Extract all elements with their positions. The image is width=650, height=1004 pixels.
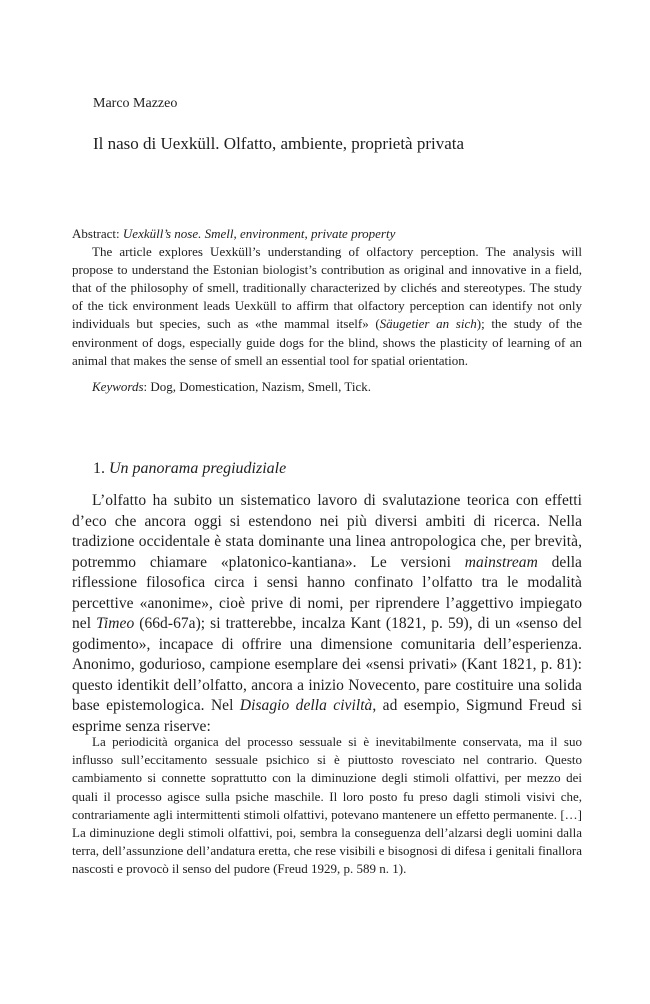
body-text-run: L’olfatto ha subito un sistematico lavoro di svalutazione teorica con effetti d’eco che ancora oggi si estendono nei più diversi ambiti di ricerca. Nella tradizione occidentale è stata dominante una linea antropologica che, per brevità, potremmo chiamare «platonico-kantiana». Le versioni xyxy=(72,492,582,571)
keywords-label: Keywords xyxy=(92,378,144,394)
abstract-label: Abstract: xyxy=(72,226,123,241)
block-quote xyxy=(72,733,582,879)
section-heading xyxy=(93,460,286,478)
abstract-heading xyxy=(72,225,582,243)
article-title: Il naso di Uexküll. Olfatto, ambiente, proprietà privata xyxy=(93,134,465,153)
body-text-run: (66d-67a); si tratterebbe, incalza Kant (1821, p. 59), di un «senso del godimento», incapace di offrire una dimensione comunitaria dell’esperienza. Anonimo, godurioso, campione esemplare dei «sensi privati» (Kant 1821, p. 81): questo identikit dell’olfatto, ancora a inizio Novecento, pare costituire una solida base epistemologica. Nel xyxy=(72,615,583,714)
abstract-text-italic: Säugetier an sich xyxy=(379,316,477,332)
body-text-run: , ad esempio, Sigmund Freud si esprime senza riserve: xyxy=(72,697,582,735)
abstract-text xyxy=(72,243,582,370)
body-paragraph xyxy=(72,491,582,737)
body-text-run: della riflessione filosofica circa i sensi hanno confinato l’olfatto tra le modalità percettive «anonime», cioè prive di nomi, per riprendere l’aggettivo impiegato nel xyxy=(72,553,582,632)
body-italic-run: mainstream xyxy=(464,553,538,571)
keywords-list: : Dog, Domestication, Nazism, Smell, Tick. xyxy=(143,378,372,394)
section-title: Un panorama pregiudiziale xyxy=(109,460,287,477)
abstract-section xyxy=(72,225,582,396)
body-italic-run: Timeo xyxy=(96,615,135,632)
section-number: 1. xyxy=(93,460,109,477)
abstract-text-part-1: The article explores Uexküll’s understanding of olfactory perception. The analysis will propose to understand the Estonian biologist’s contribution as original and innovative in a field, that of the philosophy of smell, traditionally characterized by clichés and stereotypes. The study of the tick environment leads Uexküll to affirm that olfactory perception can identify not only individuals but species, such as «the mammal itself» ( xyxy=(72,244,582,332)
body-italic-run: Disagio della civiltà xyxy=(239,697,373,714)
block-quote-text: La periodicità organica del processo sessuale si è inevitabilmente conservata, ma il suo influsso sull’eccitamento sessuale psichico si è piuttosto rovesciato nel contrario. Questo cambiamento si connette soprattutto con la diminuzione degli stimoli olfattivi, per mezzo dei quali il processo agisce sulla psiche maschile. Il loro posto fu preso dagli stimoli visivi che, contrariamente agli intermittenti stimoli olfattivi, potevano mantenere un effetto permanente. […] La diminuzione degli stimoli olfattivi, poi, sembra la conseguenza dell’alzarsi degli uomini dalla terra, dell’assunzione dell’andatura eretta, che rese visibili e bisognosi di difesa i genitali finallora nascosti e provocò il senso del pudore (Freud 1929, p. 589 n. 1). xyxy=(72,734,582,877)
body-paragraph-text xyxy=(72,491,582,737)
abstract-text-part-2: ); the study of the environment of dogs, especially guide dogs for the blind, shows the plasticity of learning of an animal that makes the sense of smell an essential tool for spatial orientation. xyxy=(72,316,583,368)
keywords xyxy=(72,378,582,396)
abstract-english-title: Uexküll’s nose. Smell, environment, private property xyxy=(122,226,396,241)
author-name: Marco Mazzeo xyxy=(93,96,178,111)
